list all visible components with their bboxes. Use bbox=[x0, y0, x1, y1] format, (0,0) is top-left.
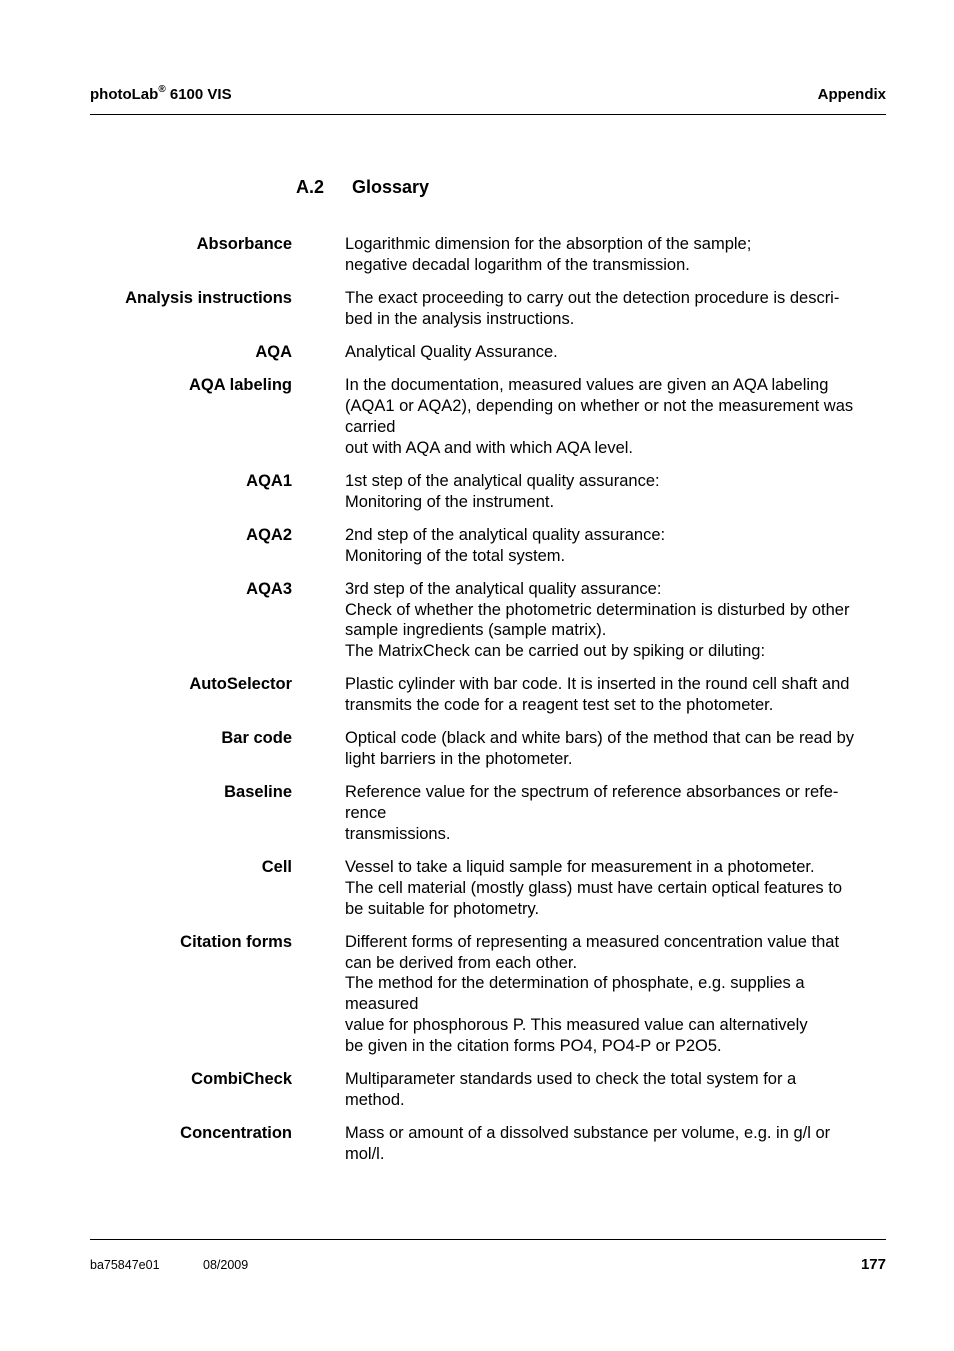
definition-line: mol/l. bbox=[345, 1144, 385, 1163]
definition-line: The method for the determination of phosphate, e.g. supplies a bbox=[345, 974, 805, 993]
definition-line: negative decadal logarithm of the transmission. bbox=[345, 255, 690, 274]
glossary-term: Baseline bbox=[224, 783, 292, 802]
glossary-entry bbox=[90, 342, 886, 363]
page-header bbox=[90, 84, 886, 115]
glossary-entry bbox=[90, 579, 886, 662]
header-chapter: Appendix bbox=[817, 86, 886, 103]
definition-line: (AQA1 or AQA2), depending on whether or not the measurement was bbox=[345, 396, 854, 415]
glossary-definition bbox=[345, 932, 885, 1057]
glossary-definition bbox=[345, 782, 885, 844]
glossary-entry bbox=[90, 1123, 886, 1165]
glossary-definition bbox=[345, 579, 885, 662]
definition-line: sample ingredients (sample matrix). bbox=[345, 621, 607, 640]
page-number: 177 bbox=[860, 1256, 886, 1273]
glossary-definition bbox=[345, 342, 885, 363]
glossary-entry bbox=[90, 525, 886, 567]
glossary-definition bbox=[345, 288, 885, 330]
header-product: photoLab® 6100 VIS bbox=[90, 84, 232, 103]
glossary-term: Citation forms bbox=[180, 932, 292, 951]
section-heading: Glossary bbox=[352, 177, 430, 197]
definition-line: Plastic cylinder with bar code. It is inserted in the round cell shaft and bbox=[345, 675, 850, 694]
definition-line: be suitable for photometry. bbox=[345, 899, 540, 918]
definition-line: light barriers in the photometer. bbox=[345, 750, 573, 769]
definition-line: Logarithmic dimension for the absorption of the sample; bbox=[345, 235, 752, 253]
definition-line: transmissions. bbox=[345, 824, 451, 843]
definition-line: Optical code (black and white bars) of the method that can be read by bbox=[345, 729, 855, 748]
glossary-definition bbox=[345, 1069, 885, 1111]
glossary-entry bbox=[90, 674, 886, 716]
glossary-definition bbox=[345, 525, 885, 567]
glossary-definition bbox=[345, 471, 885, 513]
glossary-entry bbox=[90, 1069, 886, 1111]
definition-line: value for phosphorous P. This measured value can alternatively bbox=[345, 1016, 808, 1034]
definition-line: bed in the analysis instructions. bbox=[345, 309, 575, 328]
glossary-term: Concentration bbox=[180, 1123, 292, 1142]
definition-line: The MatrixCheck can be carried out by spiking or diluting: bbox=[345, 642, 766, 661]
definition-line: Different forms of representing a measured concentration value that bbox=[345, 932, 840, 951]
glossary-entry bbox=[90, 288, 886, 330]
glossary-entry bbox=[90, 857, 886, 919]
definition-line: Vessel to take a liquid sample for measurement in a photometer. bbox=[345, 858, 815, 877]
glossary-term: Absorbance bbox=[196, 235, 292, 253]
footer-date: 08/2009 bbox=[203, 1258, 249, 1272]
glossary-term: Cell bbox=[261, 858, 292, 877]
glossary-entry bbox=[90, 782, 886, 844]
definition-line: measured bbox=[345, 995, 419, 1014]
glossary-entry bbox=[90, 375, 886, 458]
definition-line: Monitoring of the total system. bbox=[345, 546, 566, 565]
section-number: A.2 bbox=[296, 177, 325, 197]
definition-line: 3rd step of the analytical quality assurance: bbox=[345, 579, 662, 598]
definition-line: can be derived from each other. bbox=[345, 953, 578, 972]
glossary-term: AQA1 bbox=[246, 471, 292, 490]
definition-line: Monitoring of the instrument. bbox=[345, 492, 555, 511]
definition-line: method. bbox=[345, 1090, 405, 1109]
definition-line: Check of whether the photometric determination is disturbed by other bbox=[345, 600, 850, 619]
glossary-term: AQA labeling bbox=[189, 376, 292, 395]
definition-line: Reference value for the spectrum of reference absorbances or refe- bbox=[345, 783, 839, 802]
definition-line: transmits the code for a reagent test set to the photometer. bbox=[345, 696, 774, 715]
definition-line: out with AQA and with which AQA level. bbox=[345, 438, 633, 457]
glossary-definition bbox=[345, 857, 885, 919]
glossary-term: AQA3 bbox=[246, 579, 292, 598]
page-footer bbox=[90, 1239, 886, 1280]
definition-line: The exact proceeding to carry out the detection procedure is descri- bbox=[345, 288, 840, 307]
definition-line: Mass or amount of a dissolved substance per volume, e.g. in g/l or bbox=[345, 1123, 831, 1142]
glossary-definition bbox=[345, 674, 885, 716]
glossary-entry bbox=[90, 471, 886, 513]
definition-line: 2nd step of the analytical quality assurance: bbox=[345, 525, 666, 544]
glossary-term: AQA2 bbox=[246, 525, 292, 544]
definition-line: Analytical Quality Assurance. bbox=[345, 342, 558, 361]
glossary-definition bbox=[345, 234, 885, 276]
glossary-term: Bar code bbox=[221, 729, 292, 748]
glossary-definition bbox=[345, 728, 885, 770]
definition-line: rence bbox=[345, 804, 387, 823]
glossary-term: CombiCheck bbox=[191, 1069, 292, 1088]
glossary-entry bbox=[90, 932, 886, 1057]
glossary-entry bbox=[90, 234, 886, 276]
glossary-term: AutoSelector bbox=[189, 675, 292, 694]
definition-line: The cell material (mostly glass) must have certain optical features to bbox=[345, 878, 843, 897]
glossary-entry bbox=[90, 728, 886, 770]
definition-line: carried bbox=[345, 417, 396, 436]
definition-line: In the documentation, measured values are given an AQA labeling bbox=[345, 376, 829, 395]
glossary-term: AQA bbox=[255, 342, 292, 361]
definition-line: Multiparameter standards used to check the total system for a bbox=[345, 1069, 797, 1088]
section-title bbox=[296, 177, 429, 198]
glossary-list bbox=[90, 234, 886, 1177]
glossary-definition bbox=[345, 375, 885, 458]
definition-line: 1st step of the analytical quality assurance: bbox=[345, 471, 660, 490]
glossary-term: Analysis instructions bbox=[125, 288, 292, 307]
definition-line: be given in the citation forms PO4, PO4-P or P2O5. bbox=[345, 1036, 722, 1055]
footer-doc-id: ba75847e01 bbox=[90, 1258, 160, 1272]
glossary-definition bbox=[345, 1123, 885, 1165]
